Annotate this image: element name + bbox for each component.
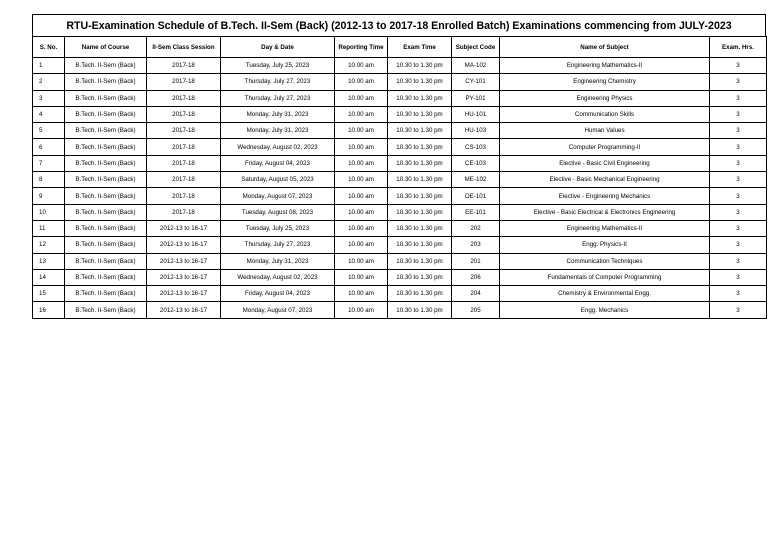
cell-sno: 13 bbox=[33, 253, 65, 269]
cell-date: Monday, August 07, 2023 bbox=[221, 188, 335, 204]
cell-date: Monday, July 31, 2023 bbox=[221, 123, 335, 139]
cell-exam-time: 10.30 to 1.30 pm bbox=[388, 172, 452, 188]
cell-subject-name: Communication Skills bbox=[500, 106, 710, 122]
cell-course: B.Tech. II-Sem (Back) bbox=[65, 188, 147, 204]
document-title: RTU-Examination Schedule of B.Tech. II-Sem (Back) (2012-13 to 2017-18 Enrolled Batch) Examinations commencing from JULY-2023 bbox=[32, 14, 766, 36]
cell-exam-time: 10.30 to 1.30 pm bbox=[388, 58, 452, 74]
cell-sno: 7 bbox=[33, 155, 65, 171]
cell-subject-name: Human Values bbox=[500, 123, 710, 139]
cell-session: 2012-13 to 16-17 bbox=[147, 237, 221, 253]
cell-reporting-time: 10.00 am bbox=[335, 106, 388, 122]
cell-date: Wednesday, August 02, 2023 bbox=[221, 269, 335, 285]
cell-sno: 11 bbox=[33, 220, 65, 236]
table-header-row bbox=[33, 37, 767, 58]
cell-session: 2017-18 bbox=[147, 139, 221, 155]
cell-exam-time: 10.30 to 1.30 pm bbox=[388, 237, 452, 253]
table-row bbox=[33, 269, 767, 285]
cell-subject-code: HU-101 bbox=[452, 106, 500, 122]
cell-date: Tuesday, August 08, 2023 bbox=[221, 204, 335, 220]
cell-date: Friday, August 04, 2023 bbox=[221, 286, 335, 302]
cell-exam-hrs: 3 bbox=[710, 220, 767, 236]
cell-exam-time: 10.30 to 1.30 pm bbox=[388, 155, 452, 171]
cell-date: Wednesday, August 02, 2023 bbox=[221, 139, 335, 155]
header-reporting-time: Reporting Time bbox=[335, 37, 388, 58]
cell-exam-time: 10.30 to 1.30 pm bbox=[388, 139, 452, 155]
cell-reporting-time: 10.00 am bbox=[335, 188, 388, 204]
cell-course: B.Tech. II-Sem (Back) bbox=[65, 286, 147, 302]
cell-exam-hrs: 3 bbox=[710, 204, 767, 220]
cell-course: B.Tech. II-Sem (Back) bbox=[65, 253, 147, 269]
cell-subject-code: 204 bbox=[452, 286, 500, 302]
cell-course: B.Tech. II-Sem (Back) bbox=[65, 90, 147, 106]
cell-session: 2017-18 bbox=[147, 106, 221, 122]
table-row bbox=[33, 237, 767, 253]
cell-reporting-time: 10.00 am bbox=[335, 302, 388, 318]
table-row bbox=[33, 204, 767, 220]
table-row bbox=[33, 139, 767, 155]
cell-subject-name: Elective - Basic Mechanical Engineering bbox=[500, 172, 710, 188]
cell-subject-name: Chemistry & Environmental Engg. bbox=[500, 286, 710, 302]
cell-reporting-time: 10.00 am bbox=[335, 90, 388, 106]
cell-subject-code: 206 bbox=[452, 269, 500, 285]
cell-exam-hrs: 3 bbox=[710, 155, 767, 171]
cell-subject-code: CS-103 bbox=[452, 139, 500, 155]
cell-subject-name: Elective - Engineering Mechanics bbox=[500, 188, 710, 204]
cell-course: B.Tech. II-Sem (Back) bbox=[65, 237, 147, 253]
cell-exam-hrs: 3 bbox=[710, 139, 767, 155]
header-subject-name: Name of Subject bbox=[500, 37, 710, 58]
table-row bbox=[33, 188, 767, 204]
cell-date: Thursday, July 27, 2023 bbox=[221, 90, 335, 106]
cell-session: 2017-18 bbox=[147, 74, 221, 90]
cell-sno: 3 bbox=[33, 90, 65, 106]
cell-session: 2017-18 bbox=[147, 155, 221, 171]
cell-reporting-time: 10.00 am bbox=[335, 269, 388, 285]
cell-exam-hrs: 3 bbox=[710, 106, 767, 122]
cell-date: Monday, August 07, 2023 bbox=[221, 302, 335, 318]
header-exam-hrs: Exam. Hrs. bbox=[710, 37, 767, 58]
cell-sno: 8 bbox=[33, 172, 65, 188]
cell-subject-code: CY-101 bbox=[452, 74, 500, 90]
cell-exam-time: 10.30 to 1.30 pm bbox=[388, 90, 452, 106]
cell-subject-name: Engineering Physics bbox=[500, 90, 710, 106]
table-row bbox=[33, 106, 767, 122]
cell-exam-hrs: 3 bbox=[710, 123, 767, 139]
cell-subject-code: ME-102 bbox=[452, 172, 500, 188]
cell-exam-hrs: 3 bbox=[710, 269, 767, 285]
cell-reporting-time: 10.00 am bbox=[335, 204, 388, 220]
table-row bbox=[33, 90, 767, 106]
cell-subject-code: HU-103 bbox=[452, 123, 500, 139]
cell-session: 2012-13 to 16-17 bbox=[147, 220, 221, 236]
cell-subject-code: 202 bbox=[452, 220, 500, 236]
cell-exam-time: 10.30 to 1.30 pm bbox=[388, 253, 452, 269]
cell-exam-time: 10.30 to 1.30 pm bbox=[388, 269, 452, 285]
cell-course: B.Tech. II-Sem (Back) bbox=[65, 123, 147, 139]
cell-reporting-time: 10.00 am bbox=[335, 237, 388, 253]
cell-sno: 15 bbox=[33, 286, 65, 302]
cell-date: Saturday, August 05, 2023 bbox=[221, 172, 335, 188]
cell-exam-time: 10.30 to 1.30 pm bbox=[388, 123, 452, 139]
cell-sno: 5 bbox=[33, 123, 65, 139]
cell-date: Monday, July 31, 2023 bbox=[221, 106, 335, 122]
cell-reporting-time: 10.00 am bbox=[335, 220, 388, 236]
table-row bbox=[33, 302, 767, 318]
header-session: II-Sem Class Session bbox=[147, 37, 221, 58]
table-row bbox=[33, 172, 767, 188]
cell-sno: 2 bbox=[33, 74, 65, 90]
cell-course: B.Tech. II-Sem (Back) bbox=[65, 269, 147, 285]
cell-date: Monday, July 31, 2023 bbox=[221, 253, 335, 269]
cell-date: Friday, August 04, 2023 bbox=[221, 155, 335, 171]
cell-subject-code: EE-101 bbox=[452, 204, 500, 220]
cell-exam-hrs: 3 bbox=[710, 237, 767, 253]
cell-exam-hrs: 3 bbox=[710, 188, 767, 204]
cell-exam-hrs: 3 bbox=[710, 302, 767, 318]
cell-reporting-time: 10.00 am bbox=[335, 172, 388, 188]
cell-reporting-time: 10.00 am bbox=[335, 74, 388, 90]
cell-session: 2012-13 to 16-17 bbox=[147, 302, 221, 318]
cell-course: B.Tech. II-Sem (Back) bbox=[65, 106, 147, 122]
cell-course: B.Tech. II-Sem (Back) bbox=[65, 172, 147, 188]
table-row bbox=[33, 253, 767, 269]
cell-sno: 10 bbox=[33, 204, 65, 220]
cell-reporting-time: 10.00 am bbox=[335, 123, 388, 139]
cell-course: B.Tech. II-Sem (Back) bbox=[65, 155, 147, 171]
cell-sno: 14 bbox=[33, 269, 65, 285]
cell-exam-hrs: 3 bbox=[710, 90, 767, 106]
table-row bbox=[33, 74, 767, 90]
cell-subject-code: MA-102 bbox=[452, 58, 500, 74]
cell-session: 2017-18 bbox=[147, 172, 221, 188]
cell-session: 2017-18 bbox=[147, 188, 221, 204]
cell-subject-name: Elective - Basic Electrical & Electronics Engineering bbox=[500, 204, 710, 220]
cell-course: B.Tech. II-Sem (Back) bbox=[65, 139, 147, 155]
schedule-table bbox=[32, 36, 767, 319]
cell-date: Thursday, July 27, 2023 bbox=[221, 237, 335, 253]
cell-date: Thursday, July 27, 2023 bbox=[221, 74, 335, 90]
cell-exam-hrs: 3 bbox=[710, 172, 767, 188]
cell-reporting-time: 10.00 am bbox=[335, 139, 388, 155]
cell-exam-hrs: 3 bbox=[710, 74, 767, 90]
header-subject-code: Subject Code bbox=[452, 37, 500, 58]
cell-reporting-time: 10.00 am bbox=[335, 58, 388, 74]
cell-subject-name: Engg. Mechanics bbox=[500, 302, 710, 318]
cell-subject-name: Engg. Physics-II bbox=[500, 237, 710, 253]
cell-subject-name: Computer Programming-II bbox=[500, 139, 710, 155]
table-row bbox=[33, 123, 767, 139]
table-row bbox=[33, 220, 767, 236]
cell-subject-name: Fundamentals of Computer Programming bbox=[500, 269, 710, 285]
table-row bbox=[33, 58, 767, 74]
cell-subject-name: Communication Techniques bbox=[500, 253, 710, 269]
cell-sno: 1 bbox=[33, 58, 65, 74]
cell-subject-name: Engineering Chemistry bbox=[500, 74, 710, 90]
cell-session: 2012-13 to 16-17 bbox=[147, 269, 221, 285]
table-row bbox=[33, 155, 767, 171]
cell-exam-time: 10.30 to 1.30 pm bbox=[388, 188, 452, 204]
cell-session: 2017-18 bbox=[147, 204, 221, 220]
cell-course: B.Tech. II-Sem (Back) bbox=[65, 220, 147, 236]
cell-reporting-time: 10.00 am bbox=[335, 286, 388, 302]
cell-course: B.Tech. II-Sem (Back) bbox=[65, 74, 147, 90]
cell-session: 2012-13 to 16-17 bbox=[147, 286, 221, 302]
table-body bbox=[33, 58, 767, 319]
header-sno: S. No. bbox=[33, 37, 65, 58]
cell-exam-hrs: 3 bbox=[710, 58, 767, 74]
cell-exam-hrs: 3 bbox=[710, 253, 767, 269]
header-exam-time: Exam Time bbox=[388, 37, 452, 58]
cell-exam-time: 10.30 to 1.30 pm bbox=[388, 302, 452, 318]
cell-course: B.Tech. II-Sem (Back) bbox=[65, 204, 147, 220]
cell-sno: 6 bbox=[33, 139, 65, 155]
cell-session: 2017-18 bbox=[147, 123, 221, 139]
cell-course: B.Tech. II-Sem (Back) bbox=[65, 58, 147, 74]
cell-sno: 9 bbox=[33, 188, 65, 204]
cell-subject-name: Engineering Mathematics-II bbox=[500, 220, 710, 236]
cell-sno: 16 bbox=[33, 302, 65, 318]
cell-exam-hrs: 3 bbox=[710, 286, 767, 302]
cell-session: 2017-18 bbox=[147, 90, 221, 106]
cell-reporting-time: 10.00 am bbox=[335, 155, 388, 171]
cell-exam-time: 10.30 to 1.30 pm bbox=[388, 106, 452, 122]
cell-date: Tuesday, July 25, 2023 bbox=[221, 58, 335, 74]
cell-exam-time: 10.30 to 1.30 pm bbox=[388, 220, 452, 236]
cell-subject-code: PY-101 bbox=[452, 90, 500, 106]
cell-reporting-time: 10.00 am bbox=[335, 253, 388, 269]
cell-exam-time: 10.30 to 1.30 pm bbox=[388, 286, 452, 302]
schedule-sheet bbox=[32, 14, 766, 319]
cell-session: 2012-13 to 16-17 bbox=[147, 253, 221, 269]
cell-subject-code: CE-103 bbox=[452, 155, 500, 171]
cell-subject-name: Elective - Basic Civil Engineering bbox=[500, 155, 710, 171]
header-date: Day & Date bbox=[221, 37, 335, 58]
cell-subject-name: Engineering Mathematics-II bbox=[500, 58, 710, 74]
cell-course: B.Tech. II-Sem (Back) bbox=[65, 302, 147, 318]
cell-exam-time: 10.30 to 1.30 pm bbox=[388, 74, 452, 90]
cell-exam-time: 10.30 to 1.30 pm bbox=[388, 204, 452, 220]
cell-subject-code: OE-101 bbox=[452, 188, 500, 204]
cell-session: 2017-18 bbox=[147, 58, 221, 74]
header-course: Name of Course bbox=[65, 37, 147, 58]
cell-date: Tuesday, July 25, 2023 bbox=[221, 220, 335, 236]
cell-subject-code: 201 bbox=[452, 253, 500, 269]
cell-sno: 4 bbox=[33, 106, 65, 122]
cell-subject-code: 203 bbox=[452, 237, 500, 253]
cell-subject-code: 205 bbox=[452, 302, 500, 318]
cell-sno: 12 bbox=[33, 237, 65, 253]
table-row bbox=[33, 286, 767, 302]
